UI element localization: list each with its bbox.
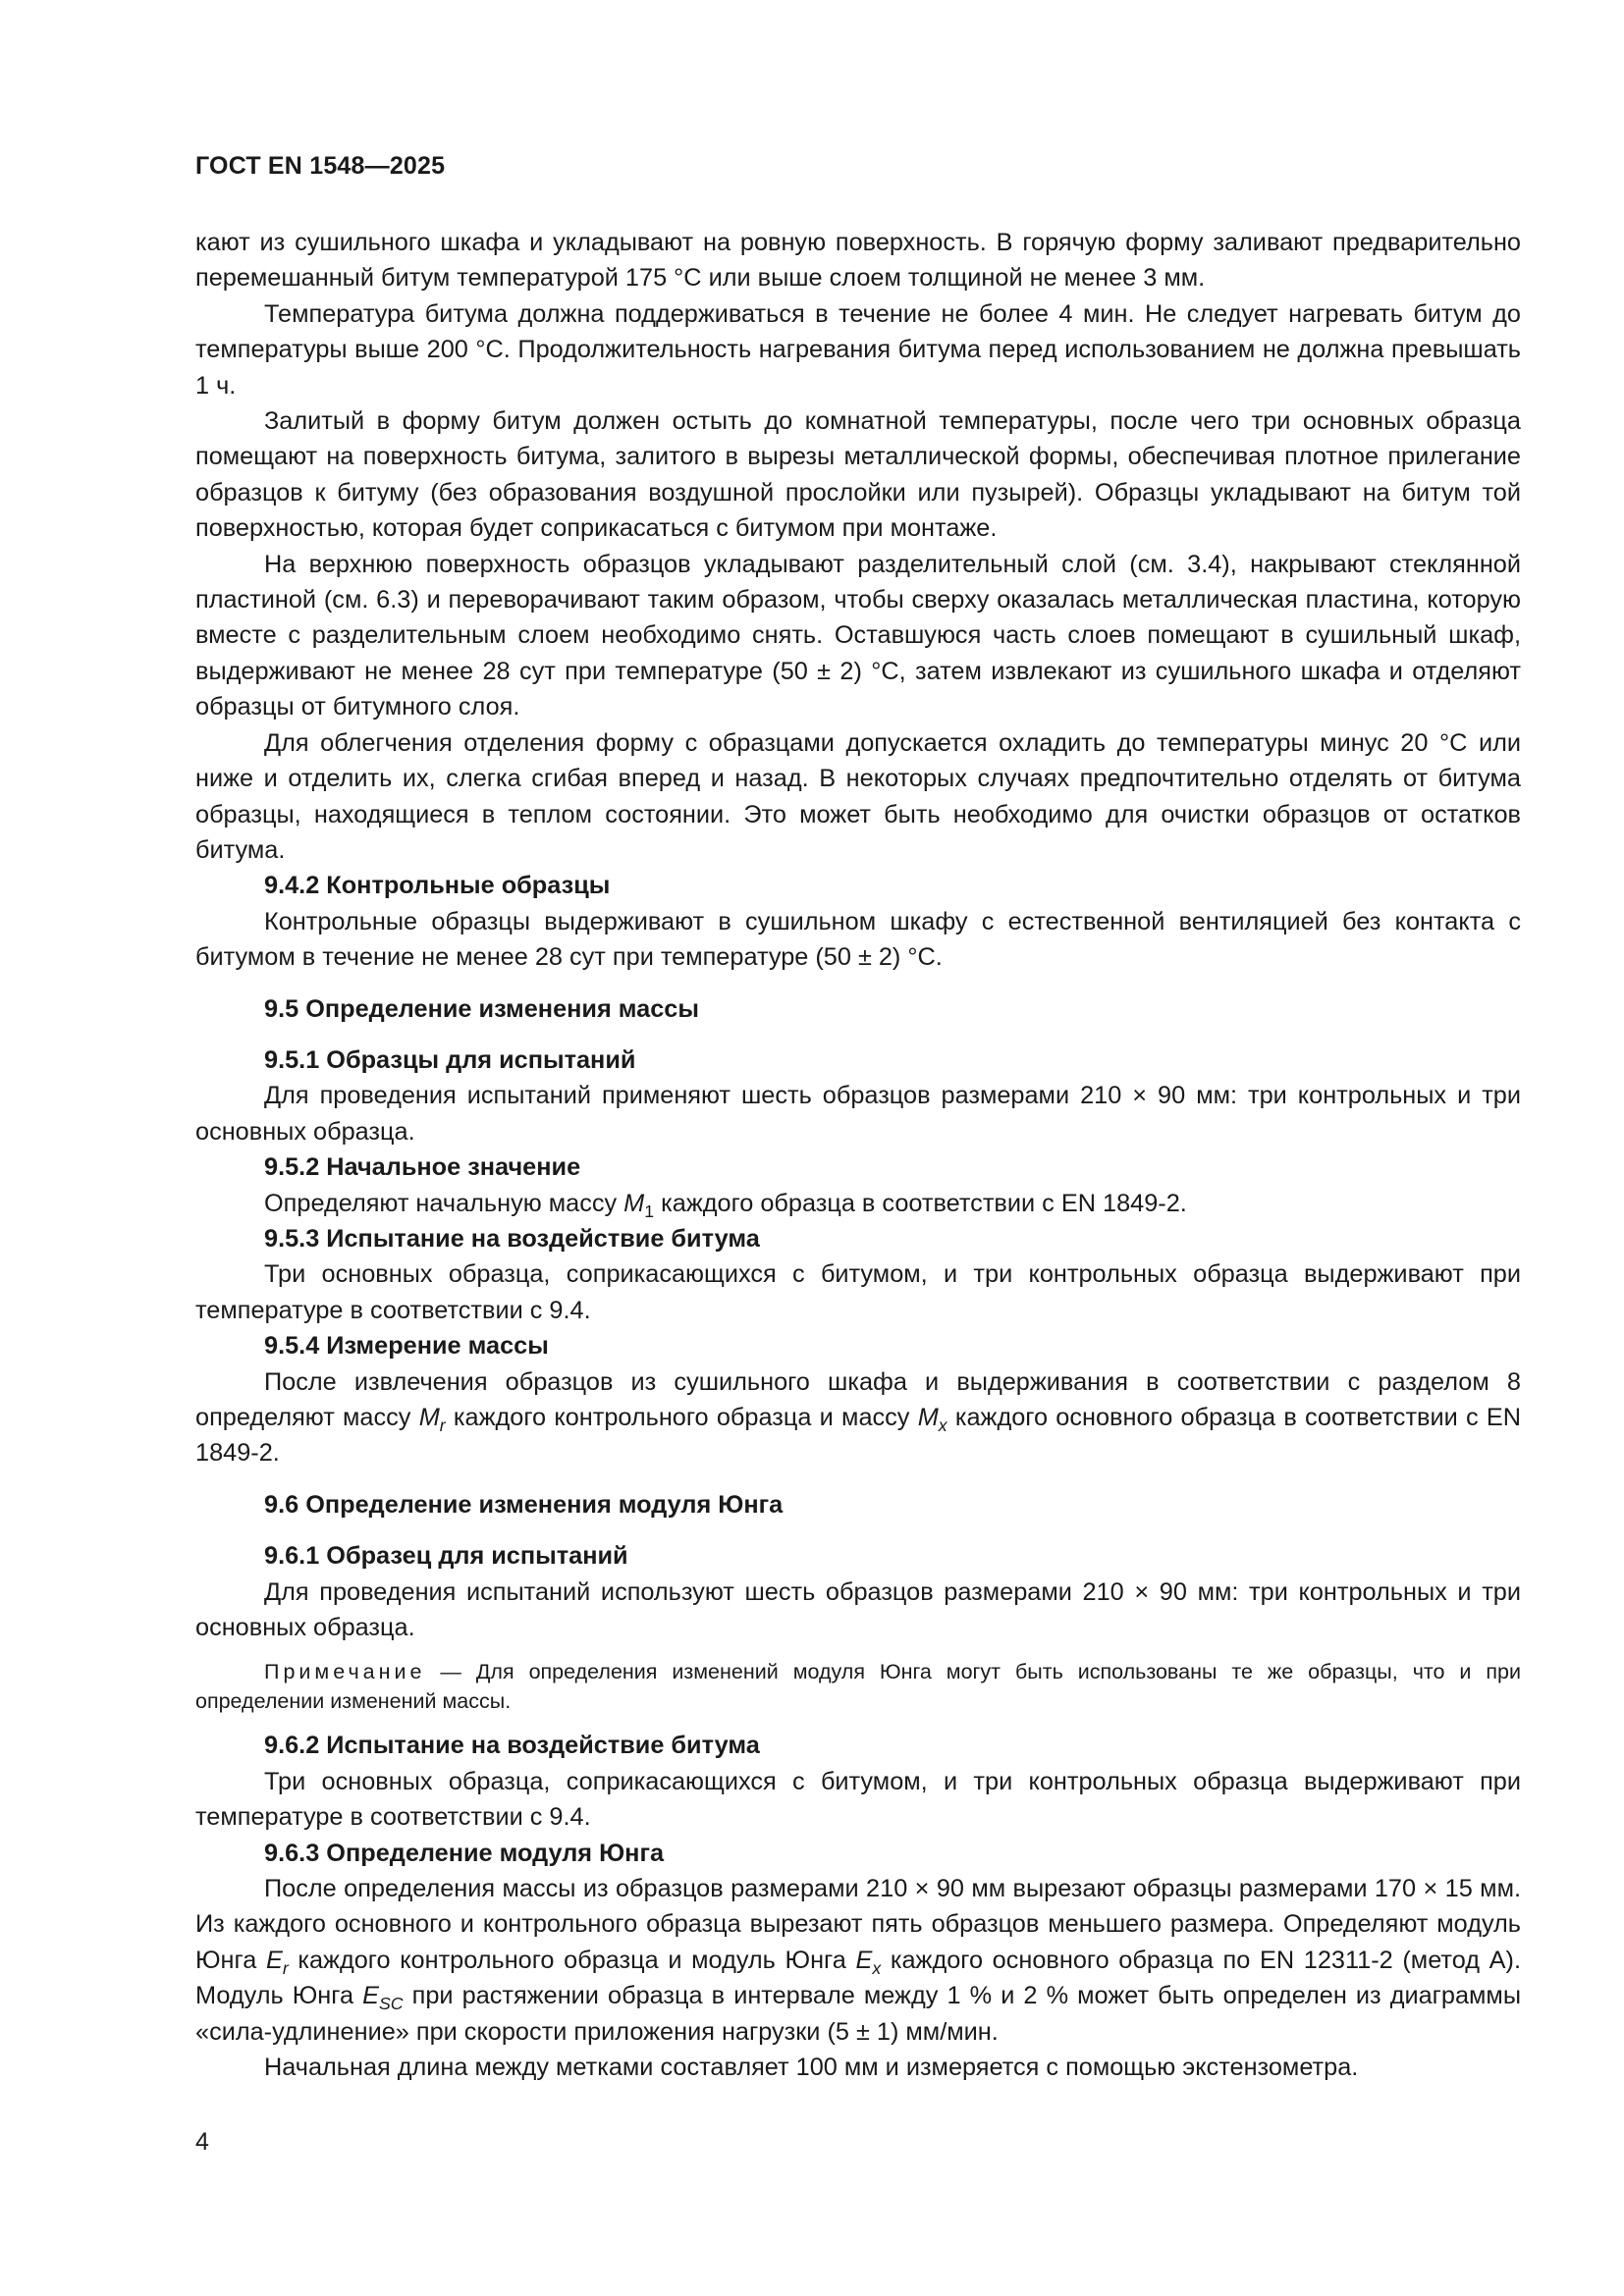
note-text: — Для определения изменений модуля Юнга могут быть использованы те же образцы, что и при определении изменений массы. xyxy=(195,1660,1521,1714)
section-heading-9-6-2: 9.6.2 Испытание на воздействие битума xyxy=(264,1732,760,1760)
paragraph: На верхнюю поверхность образцов укладывают разделительный слой (см. 3.4), накрывают стеклянной пластиной (см. 6.3) и переворачивают таким образом, чтобы сверху оказалась металлическая пластина, которую вместе с разделительным слоем необходимо снять. Оставшуюся часть слоев помещают в сушильный шкаф, выдерживают не менее 28 сут при температуре (50 ± 2) °С, затем извлекают из сушильного шкафа и отделяют образцы от битумного слоя. xyxy=(195,550,1521,721)
paragraph: Для проведения испытаний применяют шесть образцов размерами 210 × 90 мм: три контрольных и три основных образца. xyxy=(195,1082,1521,1146)
text-run: при растяжении образца в интервале между 1 % и 2 % может быть определен из диаграммы «сила-удлинение» при скорости приложения нагрузки (5 ± 1) мм/мин. xyxy=(195,1982,1521,2046)
section-heading-9-5-2: 9.5.2 Начальное значение xyxy=(264,1153,581,1182)
text-run: каждого контрольного образца и массу xyxy=(445,1404,918,1431)
paragraph xyxy=(195,1871,1521,2050)
subscript: 1 xyxy=(644,1201,655,1221)
subscript: r xyxy=(282,1958,289,1979)
paragraph: Для проведения испытаний используют шесть образцов размерами 210 × 90 мм: три контрольных и три основных образца. xyxy=(195,1577,1521,1642)
page-number: 4 xyxy=(195,2128,209,2156)
text-run: каждого образца в соответствии с EN 1849-2. xyxy=(654,1189,1187,1217)
section-heading-9-5-1: 9.5.1 Образцы для испытаний xyxy=(264,1045,636,1074)
variable: E xyxy=(855,1946,873,1974)
variable: M xyxy=(623,1189,645,1217)
variable: M xyxy=(917,1404,939,1431)
document-body xyxy=(195,225,1521,2086)
section-heading-9-4-2: 9.4.2 Контрольные образцы xyxy=(264,872,611,900)
section-heading-9-5-4: 9.5.4 Измерение массы xyxy=(264,1332,549,1361)
paragraph: кают из сушильного шкафа и укладывают на ровную поверхность. В горячую форму заливают предварительно перемешанный битум температурой 175 °С или выше слоем толщиной не менее 3 мм. xyxy=(195,229,1521,293)
paragraph: Контрольные образцы выдерживают в сушильном шкафу с естественной вентиляцией без контакта с битумом в течение не менее 28 сут при температуре (50 ± 2) °С. xyxy=(195,907,1521,972)
text-run: каждого основного образца в соответствии с EN 1849-2. xyxy=(195,1404,1522,1468)
text-run: После извлечения образцов из сушильного шкафа и выдерживания в соответствии с разделом 8 определяют массу xyxy=(195,1367,1521,1431)
text-run: После определения массы из образцов размерами 210 × 90 мм вырезают образцы размерами 170 × 15 мм. Из каждого основного и контрольного образца вырезают пять образцов меньшего размера. Определяют модуль Юнга xyxy=(195,1875,1521,1974)
section-heading-9-5-3: 9.5.3 Испытание на воздействие битума xyxy=(264,1224,760,1253)
document-header: ГОСТ EN 1548—2025 xyxy=(195,152,446,180)
text-run: Определяют начальную массу xyxy=(264,1189,624,1217)
paragraph xyxy=(195,1186,1521,1221)
variable: E xyxy=(265,1946,283,1974)
section-heading-9-6-3: 9.6.3 Определение модуля Юнга xyxy=(264,1839,665,1867)
paragraph: Три основных образца, соприкасающихся с битумом, и три контрольных образца выдерживают при температуре в соответствии с 9.4. xyxy=(195,1260,1521,1324)
paragraph: Начальная длина между метками составляет 100 мм и измеряется с помощью экстензометра. xyxy=(264,2054,1359,2082)
text-run: каждого основного образца по EN 12311-2 (метод А). Модуль Юнга xyxy=(195,1946,1521,2010)
paragraph: Три основных образца, соприкасающихся с битумом, и три контрольных образца выдерживают при температуре в соответствии с 9.4. xyxy=(195,1767,1521,1832)
paragraph: Залитый в форму битум должен остыть до комнатной температуры, после чего три основных образца помещают на поверхность битума, залитого в вырезы металлической формы, обеспечивая плотное прилегание образцов к битуму (без образования воздушной прослойки или пузырей). Образцы укладывают на битум той поверхностью, которая будет соприкасаться с битумом при монтаже. xyxy=(195,407,1521,543)
paragraph: Температура битума должна поддерживаться в течение не более 4 мин. Не следует нагревать битум до температуры выше 200 °С. Продолжительность нагревания битума перед использованием не должна превышать 1 ч. xyxy=(195,299,1521,400)
text-run: каждого контрольного образца и модуль Юнга xyxy=(288,1946,856,1974)
subscript: x xyxy=(872,1958,882,1979)
subscript: SC xyxy=(378,1994,404,2014)
subscript: r xyxy=(439,1415,446,1436)
paragraph: Для облегчения отделения форму с образцами допускается охладить до температуры минус 20 °С или ниже и отделить их, слегка сгибая вперед и назад. В некоторых случаях предпочтительно отделять от битума образцы, находящиеся в теплом состоянии. Это может быть необходимо для очистки образцов от остатков битума. xyxy=(195,728,1521,864)
paragraph xyxy=(195,1364,1521,1471)
section-heading-9-6-1: 9.6.1 Образец для испытаний xyxy=(264,1542,628,1571)
subscript: x xyxy=(938,1415,947,1436)
note-label: Примечание xyxy=(264,1660,426,1684)
section-heading-9-6: 9.6 Определение изменения модуля Юнга xyxy=(264,1490,784,1519)
section-heading-9-5: 9.5 Определение изменения массы xyxy=(264,994,699,1023)
variable: M xyxy=(418,1404,440,1431)
note xyxy=(195,1657,1521,1716)
variable: E xyxy=(362,1982,379,2010)
